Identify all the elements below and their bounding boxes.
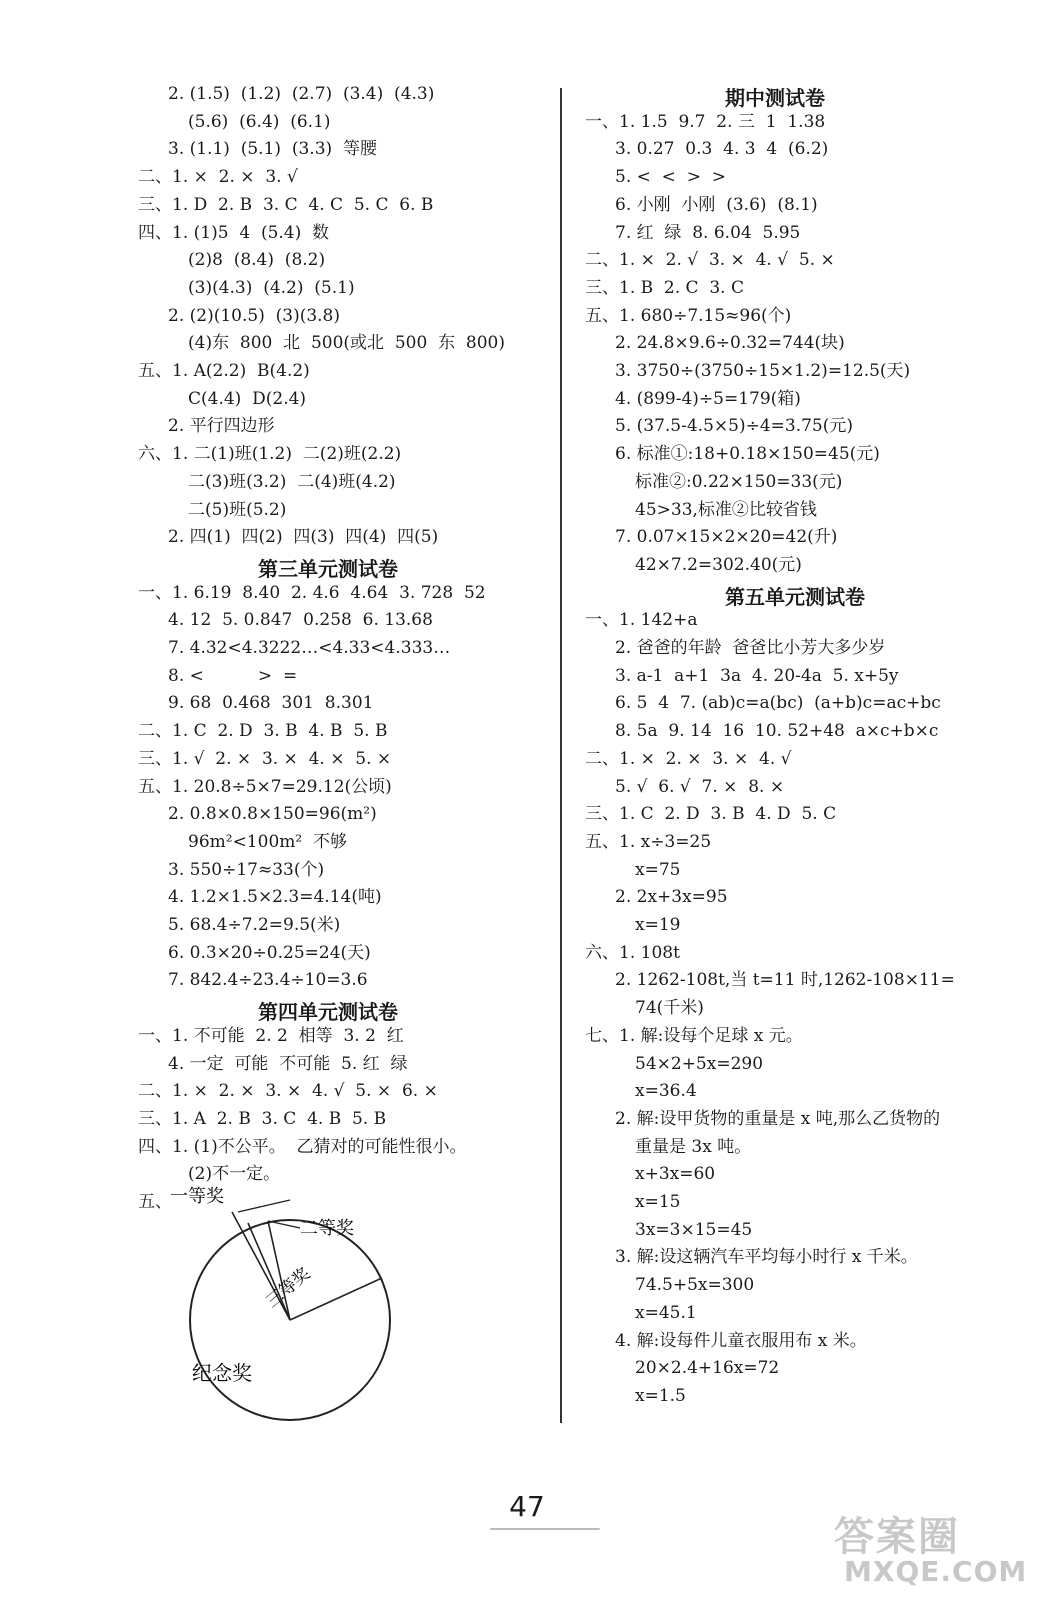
column-divider xyxy=(560,88,562,1423)
section-heading: 第三单元测试卷 xyxy=(258,556,398,581)
answer-line: 重量是 3x 吨。 xyxy=(635,1136,752,1157)
answer-line: (3)(4.3) (4.2) (5.1) xyxy=(188,277,355,298)
watermark-url: MXQE.COM xyxy=(844,1555,1028,1588)
answer-line: 三、1. B 2. C 3. C xyxy=(585,277,744,298)
answer-line: 一、1. 不可能 2. 2 相等 3. 2 红 xyxy=(138,1025,404,1046)
answer-line: 7. 4.32<4.3222…<4.33<4.333… xyxy=(168,638,451,658)
answer-line: 4. (899-4)÷5=179(箱) xyxy=(615,388,801,409)
answer-line: 标准②:0.22×150=33(元) xyxy=(635,471,843,492)
answer-line: 4. 解:设每件儿童衣服用布 x 米。 xyxy=(615,1330,867,1351)
pie-label-third: 三等奖 xyxy=(262,1263,315,1313)
answer-line: 2. 1262-108t,当 t=11 时,1262-108×11= xyxy=(615,970,955,991)
answer-line: 2. (1.5) (1.2) (2.7) (3.4) (4.3) xyxy=(168,84,435,104)
answer-line: x=36.4 xyxy=(635,1081,697,1102)
answer-line: 2. 2x+3x=95 xyxy=(615,887,728,908)
answer-line: 二(5)班(5.2) xyxy=(188,499,287,520)
answer-line: 3. (1.1) (5.1) (3.3) 等腰 xyxy=(168,139,377,160)
watermark xyxy=(824,1505,1034,1590)
answer-line: (4)东 800 北 500(或北 500 东 800) xyxy=(188,333,505,354)
answer-line: 2. 平行四边形 xyxy=(168,416,275,437)
section-heading: 第五单元测试卷 xyxy=(725,584,865,609)
answer-line: 二、1. × 2. √ 3. × 4. √ 5. × xyxy=(585,250,835,271)
answer-line: 2. (2)(10.5) (3)(3.8) xyxy=(168,305,341,326)
answer-line: 4. 一定 可能 不可能 5. 红 绿 xyxy=(168,1053,408,1074)
answer-line: 3. 550÷17≈33(个) xyxy=(168,859,325,880)
answer-line: 7. 0.07×15×2×20=42(升) xyxy=(615,527,838,548)
answer-line: (2)8 (8.4) (8.2) xyxy=(188,250,326,271)
answer-line: 5. (37.5-4.5×5)÷4=3.75(元) xyxy=(615,416,853,437)
answer-line: 3. 解:设这辆汽车平均每小时行 x 千米。 xyxy=(615,1247,918,1268)
answer-line: 6. 小刚 小刚 (3.6) (8.1) xyxy=(615,194,818,215)
answer-line: 五、1. x÷3=25 xyxy=(585,831,712,852)
answer-line: 54×2+5x=290 xyxy=(635,1053,764,1074)
answer-line: 五、1. 680÷7.15≈96(个) xyxy=(585,305,792,326)
answer-line: (2)不一定。 xyxy=(188,1164,281,1185)
answer-line: 一、1. 6.19 8.40 2. 4.6 4.64 3. 728 52 xyxy=(138,582,486,603)
answer-line: x=75 xyxy=(635,859,681,880)
answer-line: 7. 842.4÷23.4÷10=3.6 xyxy=(168,970,368,991)
answer-line: 2. 爸爸的年龄 爸爸比小芳大多少岁 xyxy=(615,638,886,658)
answer-line: x=19 xyxy=(635,915,681,935)
answer-line: 二(3)班(3.2) 二(4)班(4.2) xyxy=(188,471,396,492)
pie-label-first: 一等奖 xyxy=(170,1186,224,1207)
answer-line: 七、1. 解:设每个足球 x 元。 xyxy=(585,1025,803,1046)
answer-line: 一、1. 1.5 9.7 2. 三 1 1.38 xyxy=(585,111,826,132)
answer-line: 74.5+5x=300 xyxy=(635,1275,755,1296)
page-number: 47 xyxy=(509,1490,545,1523)
section-heading: 期中测试卷 xyxy=(725,86,825,110)
answer-line: 8. 5a 9. 14 16 10. 52+48 a×c+b×c xyxy=(615,721,939,742)
section-heading: 第四单元测试卷 xyxy=(258,1000,398,1025)
answer-line: 二、1. × 2. × 3. × 4. √ xyxy=(585,748,792,769)
answer-line: 96m²<100m² 不够 xyxy=(188,831,348,852)
answer-line: 6. 标准①:18+0.18×150=45(元) xyxy=(615,444,880,465)
watermark-logo: 答案圈 xyxy=(834,1514,960,1560)
answer-line: 六、1. 108t xyxy=(585,942,680,963)
answer-line: 42×7.2=302.40(元) xyxy=(635,554,802,575)
page-number-underline xyxy=(490,1528,600,1530)
answer-line: 45>33,标准②比较省钱 xyxy=(635,499,817,520)
answer-line: 三、1. √ 2. × 3. × 4. × 5. × xyxy=(138,748,392,769)
pie-label-second: 二等奖 xyxy=(300,1218,354,1239)
answer-line: 五、 xyxy=(138,1192,172,1212)
answer-line: 4. 1.2×1.5×2.3=4.14(吨) xyxy=(168,887,382,908)
answer-line: 2. 24.8×9.6÷0.32=744(块) xyxy=(615,333,845,354)
answer-line: (5.6) (6.4) (6.1) xyxy=(188,111,331,132)
answer-line: 四、1. (1)不公平。 乙猜对的可能性很小。 xyxy=(138,1136,467,1157)
answer-line: 8. < > = xyxy=(168,665,298,686)
answer-line: 5. 68.4÷7.2=9.5(米) xyxy=(168,915,341,935)
answer-line: 二、1. × 2. × 3. × 4. √ 5. × 6. × xyxy=(138,1081,438,1102)
answer-line: 二、1. × 2. × 3. √ xyxy=(138,167,298,188)
answer-line: 9. 68 0.468 301 8.301 xyxy=(168,693,374,714)
answer-line: x=1.5 xyxy=(635,1385,686,1406)
answer-line: 四、1. (1)5 4 (5.4) 数 xyxy=(138,222,330,243)
answer-line: 3x=3×15=45 xyxy=(635,1219,753,1240)
answer-line: 5. < < > > xyxy=(615,167,727,188)
pie-label-souvenir: 纪念奖 xyxy=(192,1361,252,1385)
answer-line: x=45.1 xyxy=(635,1302,697,1323)
answer-line: 三、1. C 2. D 3. B 4. D 5. C xyxy=(585,804,837,825)
answer-line: 五、1. 20.8÷5×7=29.12(公顷) xyxy=(138,776,392,797)
answer-line: 一、1. 142+a xyxy=(585,610,698,631)
answer-line: 2. 解:设甲货物的重量是 x 吨,那么乙货物的 xyxy=(615,1108,941,1129)
answer-line: C(4.4) D(2.4) xyxy=(188,388,307,409)
answer-line: 4. 12 5. 0.847 0.258 6. 13.68 xyxy=(168,610,433,631)
answer-line: 7. 红 绿 8. 6.04 5.95 xyxy=(615,222,801,243)
answer-line: 五、1. A(2.2) B(4.2) xyxy=(138,361,310,381)
answer-line: 三、1. A 2. B 3. C 4. B 5. B xyxy=(138,1108,387,1129)
prize-pie-chart xyxy=(150,1150,470,1430)
answer-line: 2. 四(1) 四(2) 四(3) 四(4) 四(5) xyxy=(168,527,439,548)
answer-line: 5. √ 6. √ 7. × 8. × xyxy=(615,776,785,797)
answer-line: 2. 0.8×0.8×150=96(m²) xyxy=(168,804,377,825)
answer-line: 3. a-1 a+1 3a 4. 20-4a 5. x+5y xyxy=(615,665,899,686)
answer-line: 6. 5 4 7. (ab)c=a(bc) (a+b)c=ac+bc xyxy=(615,693,941,714)
answer-line: 74(千米) xyxy=(635,998,704,1019)
answer-line: x=15 xyxy=(635,1192,681,1212)
answer-line: 6. 0.3×20÷0.25=24(天) xyxy=(168,942,371,963)
answer-line: x+3x=60 xyxy=(635,1164,716,1185)
answer-line: 3. 3750÷(3750÷15×1.2)=12.5(天) xyxy=(615,361,911,381)
answer-line: 3. 0.27 0.3 4. 3 4 (6.2) xyxy=(615,139,829,160)
answer-line: 六、1. 二(1)班(1.2) 二(2)班(2.2) xyxy=(138,444,402,465)
answer-line: 二、1. C 2. D 3. B 4. B 5. B xyxy=(138,721,388,742)
answer-line: 20×2.4+16x=72 xyxy=(635,1358,780,1379)
answer-line: 三、1. D 2. B 3. C 4. C 5. C 6. B xyxy=(138,194,434,215)
